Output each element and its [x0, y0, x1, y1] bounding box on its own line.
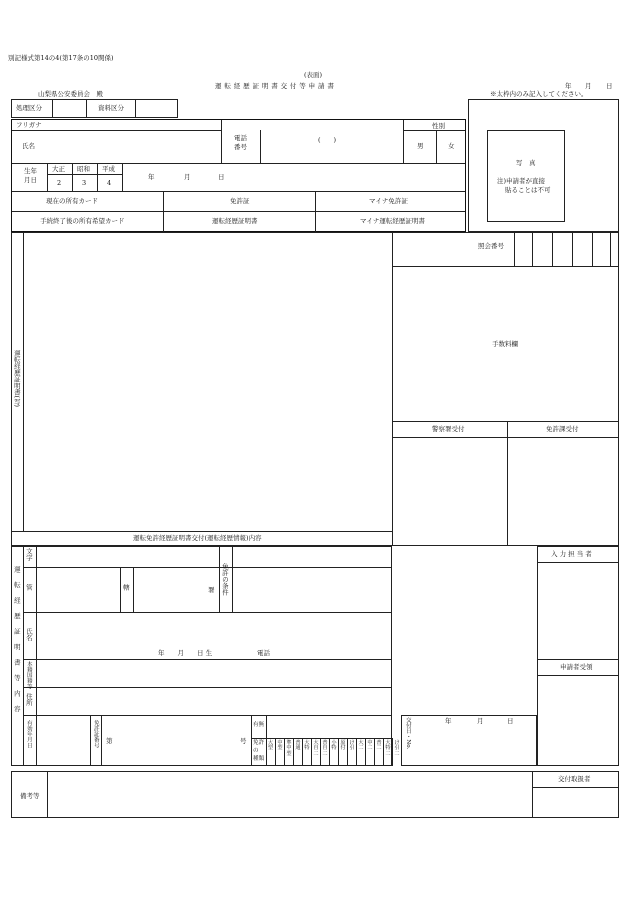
license-number-dai: 第 [106, 737, 113, 745]
license-type-label: 大特二 [385, 740, 391, 757]
staff-area [537, 546, 619, 766]
birth-month-label: 月 [184, 173, 191, 181]
station-label: 署 [208, 586, 215, 594]
license-type-cell[interactable] [275, 738, 284, 766]
license-type-label: 大自二 [313, 740, 319, 757]
birth-day-label: 日 [218, 173, 225, 181]
date-month-label: 月 [585, 82, 592, 90]
license-type-cell[interactable] [347, 738, 356, 766]
name-field[interactable] [50, 131, 220, 162]
license-type-cell[interactable] [356, 738, 365, 766]
license-type-cell[interactable] [311, 738, 320, 766]
era-showa: 昭和 [77, 165, 90, 173]
gender-label: 性別 [432, 122, 445, 130]
license-type-cell[interactable] [338, 738, 347, 766]
birth-label-2: 月日 [24, 176, 37, 184]
furigana-field[interactable] [50, 120, 220, 130]
history-cert-copy-area [24, 233, 391, 530]
license-type-label: 普二 [376, 740, 382, 752]
form-title: 運 転 経 歴 証 明 書 交 付 等 申 請 書 [215, 82, 335, 90]
license-type-cell[interactable] [320, 738, 329, 766]
era-code-3[interactable]: 3 [82, 179, 87, 187]
conditions-field[interactable] [233, 547, 391, 611]
license-type-cell[interactable] [365, 738, 374, 766]
license-type-label: 準中型 [286, 740, 292, 757]
license-type-label: 普自二 [322, 740, 328, 757]
fee-column-label: 手数料欄 [492, 340, 518, 348]
license-type-cell[interactable] [392, 738, 401, 766]
remarks-label: 備考等 [20, 792, 40, 800]
applicant-reception-label: 申請者受領 [560, 663, 593, 671]
holder-name-label: 氏名 [24, 628, 33, 641]
inquiry-number-label: 照会番号 [478, 242, 504, 250]
issue-day-label: 日 [507, 717, 514, 725]
license-type-cell[interactable] [284, 738, 293, 766]
license-type-cell[interactable] [329, 738, 338, 766]
processing-label: 処理区分 [16, 104, 42, 112]
license-type-cell[interactable] [374, 738, 383, 766]
license-type-label: け引二 [394, 740, 400, 757]
license-reception-label: 免許課受付 [546, 425, 579, 433]
license-types-label-b: の [253, 748, 259, 754]
name-label: 氏名 [22, 142, 35, 150]
instruction-note: ※太枠内のみ記入してください。 [490, 90, 588, 98]
license-type-label: 大型 [267, 740, 274, 752]
char-field[interactable] [37, 547, 219, 566]
phone-label-1: 電話 [234, 134, 247, 142]
holder-phone-label: 電話 [257, 649, 270, 657]
license-number-label: 免許証番号 [92, 720, 99, 748]
form-side-label: (表面) [304, 71, 323, 79]
photo-note-1: 注)申請者が直接 [497, 177, 546, 185]
issuer-label: 交付取扱者 [558, 775, 591, 783]
domicile-label: 本籍国籍等 [25, 661, 32, 689]
domicile-field[interactable] [37, 660, 391, 686]
date-year-label: 年 [565, 82, 572, 90]
issue-year-label: 年 [445, 717, 452, 725]
processing-field[interactable] [53, 100, 85, 117]
license-type-label: 中型 [277, 740, 283, 752]
addressee: 山梨県公安委員会 殿 [38, 90, 103, 98]
phone-paren: ( ) [318, 136, 337, 144]
remarks-field[interactable] [48, 772, 531, 817]
license-type-label: 中二 [367, 740, 373, 752]
license-type-label: 小特 [331, 740, 337, 752]
desired-mynumber-history[interactable]: マイナ運転経歴証明書 [360, 217, 425, 225]
phone-field[interactable] [261, 131, 402, 162]
license-types-label-c: 種類 [253, 756, 265, 762]
issue-date-box[interactable] [401, 715, 537, 766]
era-code-2[interactable]: 2 [57, 179, 62, 187]
current-license[interactable]: 免許証 [230, 197, 250, 205]
license-type-label: 大二 [358, 740, 364, 752]
inquiry-number-field[interactable] [515, 233, 618, 265]
jurisdiction-label: 管 [24, 584, 33, 591]
era-heisei: 平成 [102, 165, 115, 173]
license-type-label: け引 [349, 740, 355, 752]
license-number-field[interactable] [113, 716, 237, 765]
birth-line: 年 月 日 生 [158, 649, 213, 657]
material-field[interactable] [136, 100, 177, 117]
current-card-label: 現在の所有カード [46, 197, 98, 205]
material-label: 資料区分 [98, 104, 124, 112]
presence-label: 有無 [253, 722, 265, 728]
holder-name-field[interactable] [37, 613, 391, 643]
validity-label: 有効年月日 [25, 720, 32, 748]
license-type-cell[interactable] [302, 738, 311, 766]
contents-side-label: 運転経歴証明書等内容 [12, 566, 21, 721]
date-day-label: 日 [606, 82, 613, 90]
license-type-cell[interactable] [293, 738, 302, 766]
era-taisho: 大正 [52, 165, 65, 173]
photo-note-2: 貼ることは不可 [505, 186, 551, 194]
gender-male[interactable]: 男 [417, 142, 424, 150]
desired-card-label: 手続終了後の所有希望カード [40, 217, 125, 225]
gender-female[interactable]: 女 [448, 142, 455, 150]
photo-box[interactable] [487, 130, 565, 222]
address-label: 住所 [24, 693, 33, 706]
license-type-label: 原付 [340, 740, 346, 752]
form-reference: 別記様式第14の4(第17条の10関係) [8, 54, 114, 62]
desired-history-cert[interactable]: 運転経歴証明書 [212, 217, 258, 225]
police-reception-label: 警察署受付 [432, 425, 465, 433]
birth-label-1: 生年 [24, 167, 37, 175]
furigana-label: フリガナ [16, 121, 42, 129]
issue-date-label: 交付日・No. [404, 717, 411, 750]
license-type-cell[interactable] [383, 738, 392, 766]
contents-heading: 運転免許経歴証明書交付(運転経歴情報)内容 [133, 534, 262, 542]
jurisdiction-label-2: 轄 [121, 584, 130, 591]
license-type-cell[interactable] [266, 738, 275, 766]
phone-label-2: 番号 [234, 143, 247, 151]
issue-month-label: 月 [477, 717, 484, 725]
char-label: 文字 [24, 548, 33, 561]
license-type-label: 普通 [295, 740, 301, 752]
address-field[interactable] [37, 688, 391, 714]
license-number-go: 号 [240, 737, 247, 745]
history-cert-copy-label: 運転経歴証明書(写) [12, 350, 21, 408]
era-code-4[interactable]: 4 [107, 179, 112, 187]
birth-year-label: 年 [148, 173, 155, 181]
license-type-label: 大特 [304, 740, 310, 752]
conditions-label: 免許の条件 [220, 563, 229, 596]
license-types-label-a: 免許 [253, 740, 265, 746]
input-staff-label: 入 力 担 当 者 [551, 550, 592, 558]
current-mynumber-license[interactable]: マイナ免許証 [369, 197, 408, 205]
photo-label: 写 真 [516, 159, 536, 167]
